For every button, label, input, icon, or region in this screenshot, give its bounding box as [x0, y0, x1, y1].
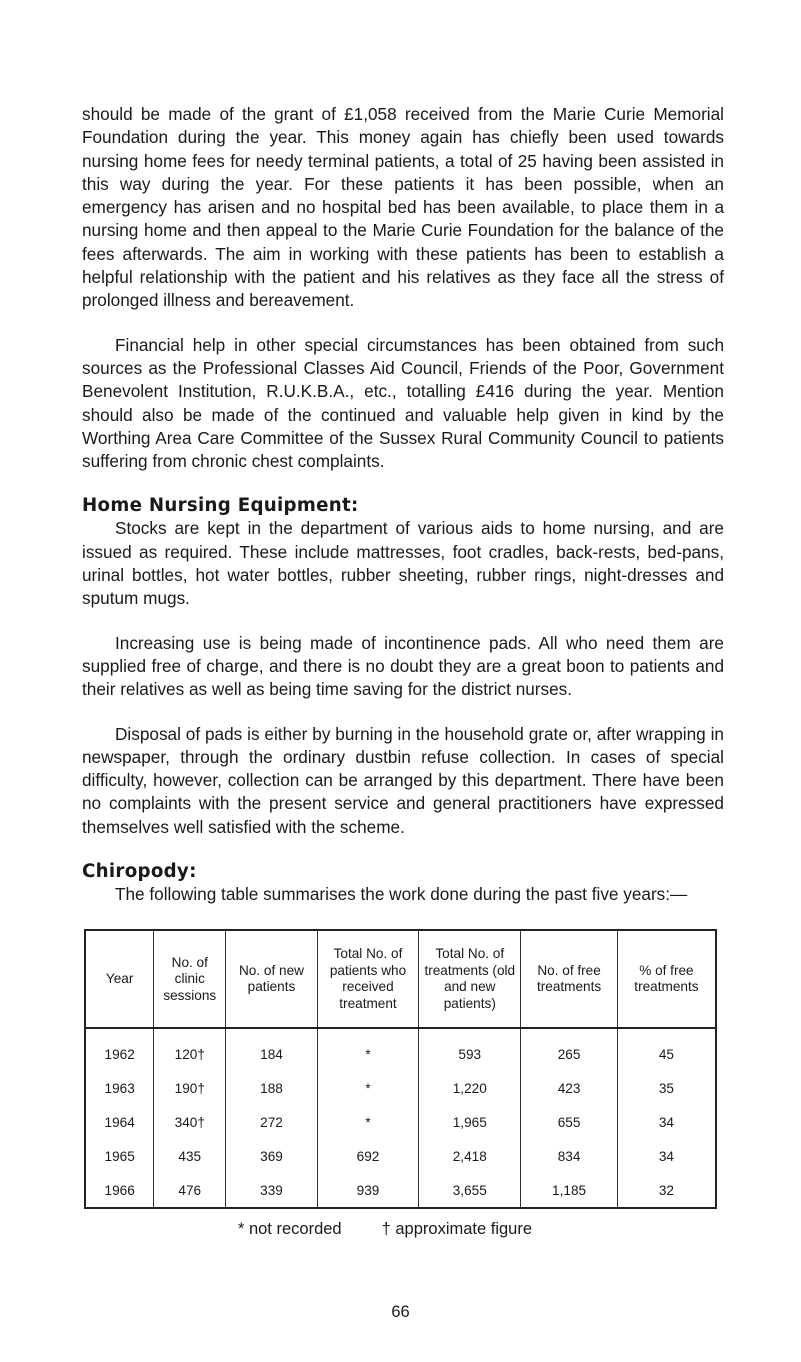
cell-total-treatments: 1,220: [419, 1071, 521, 1105]
cell-clinic-sessions: 120†: [154, 1028, 226, 1071]
header-clinic-sessions: No. of clinic sessions: [154, 930, 226, 1028]
cell-free-treatments: 423: [521, 1071, 618, 1105]
paragraph-stocks: Stocks are kept in the department of various aids to home nursing, and are issued as required. These include mattresses, foot cradles, back-rests, bed-pans, urinal bottles, hot water bottles, rubber sheeting, rubber rings, night-dresses and sputum mugs.: [82, 518, 724, 609]
cell-percent-free: 32: [658, 1182, 674, 1198]
cell-year: 1965: [85, 1139, 154, 1173]
footnote-not-recorded: * not recorded: [237, 1220, 342, 1239]
cell-percent-free: 45: [658, 1046, 674, 1062]
cell-clinic-sessions: 340†: [154, 1105, 226, 1139]
header-percent-free: % of free treatments: [617, 930, 716, 1028]
heading-chiropody: Chiropody:: [82, 861, 197, 883]
cell-clinic-sessions: 190†: [154, 1071, 226, 1105]
chiropody-table: [84, 929, 717, 1209]
header-free-treatments: No. of free treatments: [521, 930, 618, 1028]
table-row: [85, 1173, 716, 1208]
cell-total-treatments: 593: [419, 1028, 521, 1071]
cell-total-patients: *: [317, 1105, 418, 1139]
paragraph-marie-curie: should be made of the grant of £1,058 received from the Marie Curie Memorial Foundation during the year. This money again has chiefly been used towards nursing home fees for needy terminal patients, a total of 25 having been assisted in this way during the year. For these patients it has been possible, when an emergency has arisen and no hospital bed has been available, to place them in a nursing home and then appeal to the Marie Curie Foundation for the balance of the fees afterwards. The aim in working with these patients has been to establish a helpful relationship with the patient and his relatives as they face all the stress of prolonged illness and bereavement.: [82, 104, 724, 311]
cell-new-patients: 184: [226, 1028, 318, 1071]
cell-free-treatments: 265: [521, 1028, 618, 1071]
cell-free-treatments: 1,185: [521, 1173, 618, 1208]
cell-year: 1963: [85, 1071, 154, 1105]
cell-percent-free: 35: [658, 1080, 674, 1096]
cell-free-treatments: 655: [521, 1105, 618, 1139]
cell-total-patients: 939: [317, 1173, 418, 1208]
cell-year: 1962: [85, 1028, 154, 1071]
cell-total-treatments: 2,418: [419, 1139, 521, 1173]
table-header-row: [85, 930, 716, 1028]
cell-total-treatments: 3,655: [419, 1173, 521, 1208]
table-row: [85, 1071, 716, 1105]
cell-new-patients: 272: [226, 1105, 318, 1139]
page-number: 66: [391, 1303, 410, 1321]
cell-new-patients: 188: [226, 1071, 318, 1105]
paragraph-financial-help: Financial help in other special circumstances has been obtained from such sources as the Professional Classes Aid Council, Friends of the Poor, Government Benevolent Institution, R.U.K.B.A., etc., totalling £416 during the year. Mention should also be made of the continued and valuable help given in kind by the Worthing Area Care Committee of the Sussex Rural Community Council to patients suffering from chronic chest complaints.: [82, 334, 724, 472]
cell-new-patients: 369: [226, 1139, 318, 1173]
cell-year: 1966: [85, 1173, 154, 1208]
document-page: [82, 103, 724, 1239]
heading-home-nursing-equipment: Home Nursing Equipment:: [82, 495, 359, 517]
cell-total-treatments: 1,965: [419, 1105, 521, 1139]
cell-total-patients: 692: [317, 1139, 418, 1173]
cell-year: 1964: [85, 1105, 154, 1139]
header-year: Year: [85, 930, 154, 1028]
header-total-patients: Total No. of patients who received treatment: [317, 930, 418, 1028]
paragraph-incontinence-pads: Increasing use is being made of incontinence pads. All who need them are supplied free of charge, and there is no doubt they are a great boon to patients and their relatives as well as being time saving for the district nurses.: [82, 632, 724, 700]
cell-clinic-sessions: 476: [154, 1173, 226, 1208]
cell-free-treatments: 834: [521, 1139, 618, 1173]
table-footnotes: [82, 1220, 724, 1239]
table-row: [85, 1139, 716, 1173]
header-total-treatments: Total No. of treatments (old and new patients): [419, 930, 521, 1028]
cell-percent-free: 34: [658, 1148, 674, 1164]
cell-clinic-sessions: 435: [154, 1139, 226, 1173]
table-row: [85, 1105, 716, 1139]
cell-total-patients: *: [317, 1071, 418, 1105]
cell-total-patients: *: [317, 1028, 418, 1071]
cell-new-patients: 339: [226, 1173, 318, 1208]
paragraph-disposal-of-pads: Disposal of pads is either by burning in the household grate or, after wrapping in newspaper, through the ordinary dustbin refuse collection. In cases of special difficulty, however, collection can be arranged by this department. There have been no complaints with the present service and general practitioners have expressed themselves well satisfied with the scheme.: [82, 723, 724, 837]
table-row: [85, 1028, 716, 1071]
footnote-approximate: † approximate figure: [381, 1220, 533, 1239]
header-new-patients: No. of new patients: [226, 930, 318, 1028]
paragraph-chiropody-intro: The following table summarises the work done during the past five years:—: [115, 884, 688, 905]
cell-percent-free: 34: [658, 1114, 674, 1130]
